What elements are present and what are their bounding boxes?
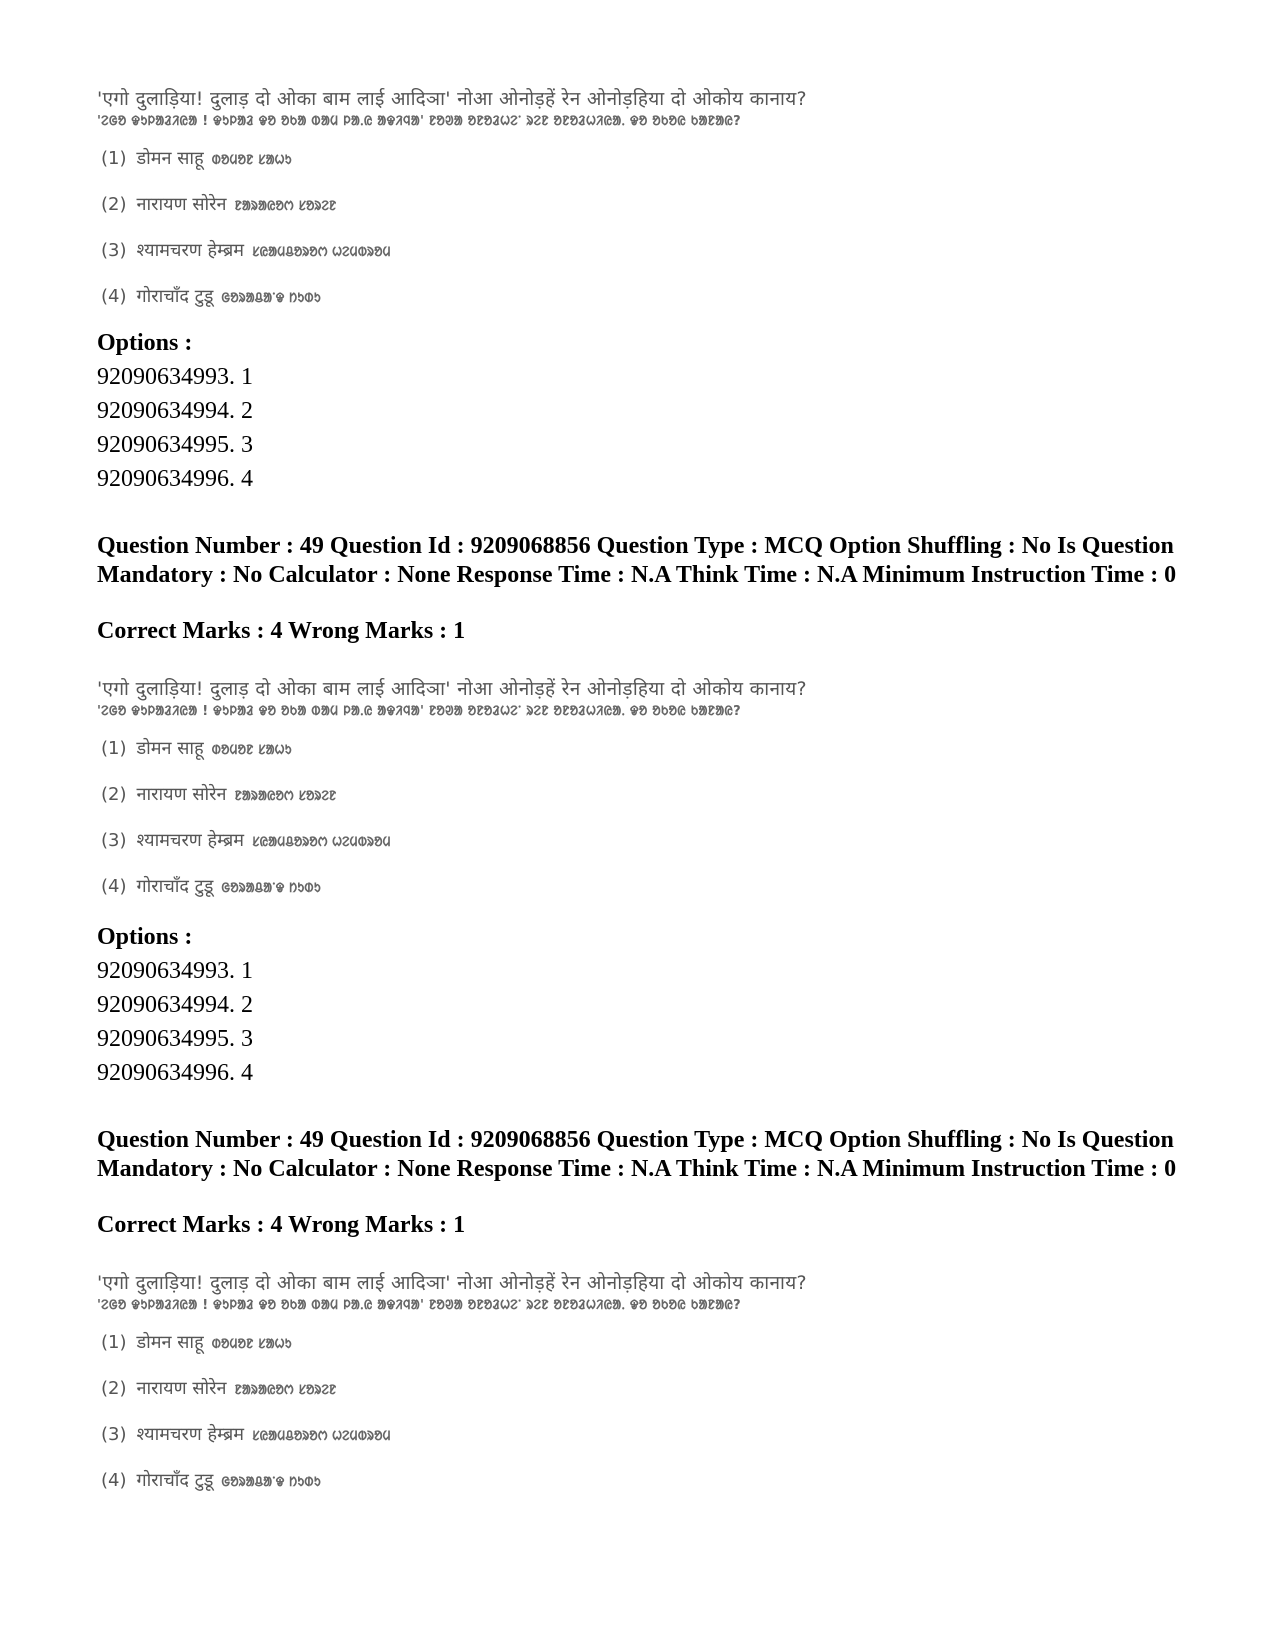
- options-title: Options :: [97, 924, 193, 950]
- question-option: (2) नारायण सोरेन ᱱᱟᱨᱟᱭᱚᱬ ᱥᱚᱨᱮᱱ: [101, 194, 337, 215]
- question-option: (3) श्यामचरण हेम्ब्रम ᱥᱭᱟᱢᱪᱚᱨᱚᱬ ᱦᱮᱢᱵᱨᱚᱢ: [101, 1424, 391, 1445]
- question-option: (4) गोराचाँद टुडू ᱜᱚᱨᱟᱪᱟᱸᱫ ᱴᱩᱰᱩ: [101, 286, 321, 307]
- question-option: (3) श्यामचरण हेम्ब्रम ᱥᱭᱟᱢᱪᱚᱨᱚᱬ ᱦᱮᱢᱵᱨᱚᱢ: [101, 240, 391, 261]
- question-text-hindi: 'एगो दुलाड़िया! दुलाड़ दो ओका बाम लाई आदिञा' नोआ ओनोड़हें रेन ओनोड़हिया दो ओकोय कानाय?: [97, 678, 807, 700]
- option-item: 92090634994. 2: [97, 992, 253, 1018]
- question-text-santali: 'ᱮᱜᱚ ᱫᱩᱞᱟᱲᱤᱭᱟ ! ᱫᱩᱞᱟᱲ ᱫᱚ ᱚᱠᱟ ᱵᱟᱢ ᱞᱟᱹᱭ ᱟᱫᱤᱧᱟ' ᱱᱚᱣᱟ ᱚᱱᱚᱲᱦᱮᱸ ᱨᱮᱱ ᱚᱱᱚᱲᱦᱤᱭᱟᱹ ᱫᱚ ᱚᱠᱚᱭ ᱠᱟᱱᱟᱭ?: [97, 704, 741, 719]
- question-image: [97, 86, 877, 310]
- options-title: Options :: [97, 330, 193, 356]
- question-text-santali: 'ᱮᱜᱚ ᱫᱩᱞᱟᱲᱤᱭᱟ ! ᱫᱩᱞᱟᱲ ᱫᱚ ᱚᱠᱟ ᱵᱟᱢ ᱞᱟᱹᱭ ᱟᱫᱤᱧᱟ' ᱱᱚᱣᱟ ᱚᱱᱚᱲᱦᱮᱸ ᱨᱮᱱ ᱚᱱᱚᱲᱦᱤᱭᱟᱹ ᱫᱚ ᱚᱠᱚᱭ ᱠᱟᱱᱟᱭ?: [97, 1298, 741, 1313]
- question-option: (1) डोमन साहू ᱰᱚᱢᱚᱱ ᱥᱟᱦᱩ: [101, 738, 292, 759]
- question-marks: Correct Marks : 4 Wrong Marks : 1: [97, 618, 466, 644]
- option-item: 92090634995. 3: [97, 432, 253, 458]
- question-option: (4) गोराचाँद टुडू ᱜᱚᱨᱟᱪᱟᱸᱫ ᱴᱩᱰᱩ: [101, 876, 321, 897]
- question-option: (3) श्यामचरण हेम्ब्रम ᱥᱭᱟᱢᱪᱚᱨᱚᱬ ᱦᱮᱢᱵᱨᱚᱢ: [101, 830, 391, 851]
- options-list: [97, 326, 253, 496]
- question-meta: Question Number : 49 Question Id : 9209068856 Question Type : MCQ Option Shuffling : No Is Question Mandatory : No Calculator : None Response Time : N.A Think Time : N.A Minimum Instruction Time : 0: [97, 1127, 1177, 1182]
- question-option: (2) नारायण सोरेन ᱱᱟᱨᱟᱭᱚᱬ ᱥᱚᱨᱮᱱ: [101, 784, 337, 805]
- question-option: (1) डोमन साहू ᱰᱚᱢᱚᱱ ᱥᱟᱦᱩ: [101, 148, 292, 169]
- options-list: [97, 920, 253, 1090]
- question-text-hindi: 'एगो दुलाड़िया! दुलाड़ दो ओका बाम लाई आदिञा' नोआ ओनोड़हें रेन ओनोड़हिया दो ओकोय कानाय?: [97, 88, 807, 110]
- question-meta: Question Number : 49 Question Id : 9209068856 Question Type : MCQ Option Shuffling : No Is Question Mandatory : No Calculator : None Response Time : N.A Think Time : N.A Minimum Instruction Time : 0: [97, 533, 1177, 588]
- question-text-santali: 'ᱮᱜᱚ ᱫᱩᱞᱟᱲᱤᱭᱟ ! ᱫᱩᱞᱟᱲ ᱫᱚ ᱚᱠᱟ ᱵᱟᱢ ᱞᱟᱹᱭ ᱟᱫᱤᱧᱟ' ᱱᱚᱣᱟ ᱚᱱᱚᱲᱦᱮᱸ ᱨᱮᱱ ᱚᱱᱚᱲᱦᱤᱭᱟᱹ ᱫᱚ ᱚᱠᱚᱭ ᱠᱟᱱᱟᱭ?: [97, 114, 741, 129]
- option-item: 92090634996. 4: [97, 466, 253, 492]
- question-image: [97, 1270, 877, 1494]
- option-item: 92090634995. 3: [97, 1026, 253, 1052]
- question-marks: Correct Marks : 4 Wrong Marks : 1: [97, 1212, 466, 1238]
- option-item: 92090634996. 4: [97, 1060, 253, 1086]
- question-option: (4) गोराचाँद टुडू ᱜᱚᱨᱟᱪᱟᱸᱫ ᱴᱩᱰᱩ: [101, 1470, 321, 1491]
- question-option: (1) डोमन साहू ᱰᱚᱢᱚᱱ ᱥᱟᱦᱩ: [101, 1332, 292, 1353]
- question-text-hindi: 'एगो दुलाड़िया! दुलाड़ दो ओका बाम लाई आदिञा' नोआ ओनोड़हें रेन ओनोड़हिया दो ओकोय कानाय?: [97, 1272, 807, 1294]
- option-item: 92090634993. 1: [97, 364, 253, 390]
- option-item: 92090634993. 1: [97, 958, 253, 984]
- question-option: (2) नारायण सोरेन ᱱᱟᱨᱟᱭᱚᱬ ᱥᱚᱨᱮᱱ: [101, 1378, 337, 1399]
- question-image: [97, 676, 877, 900]
- option-item: 92090634994. 2: [97, 398, 253, 424]
